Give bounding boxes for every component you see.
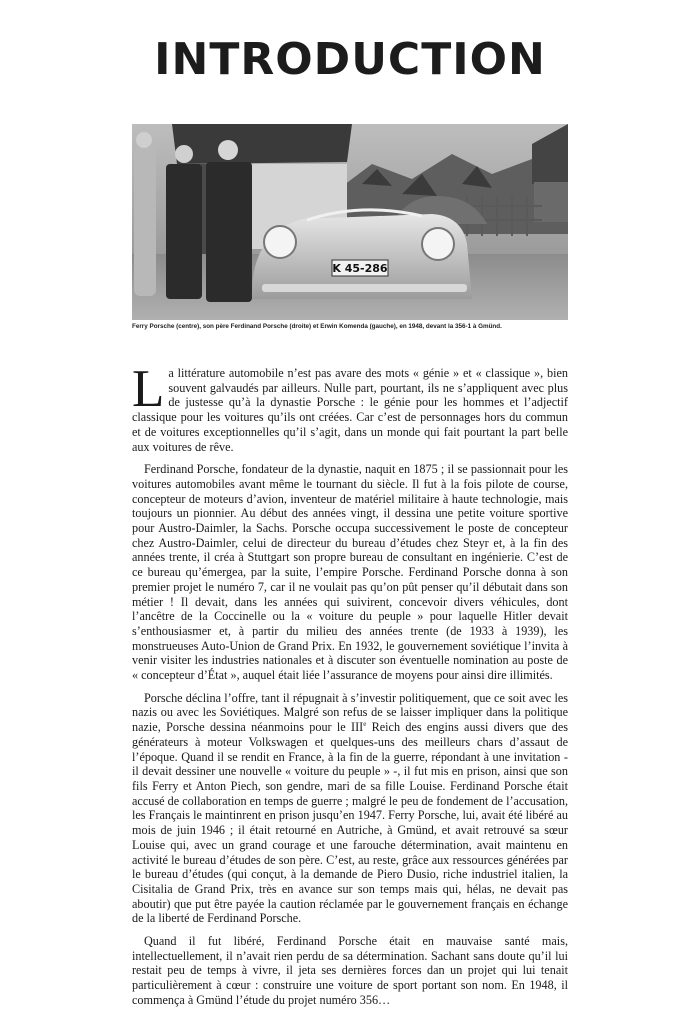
paragraph-2: Ferdinand Porsche, fondateur de la dynastie, naquit en 1875 ; il se passionnait pour les voitures automobiles avant même le tournant du siècle. Il fut à la fois pilote de course, concepteur de moteurs d’avion, inventeur de matériel militaire à haute technologie, mais toujours un pionnier. Au début des années vingt, il dessina une petite voiture sportive pour Austro-Daimler, la Sachs. Porsche occupa successivement le poste de concepteur chez Austro-Daimler, celui de directeur du bureau d’études chez Steyr et, à la fin des années trente, il créa à Stuttgart son propre bureau de consultant en ingénierie. C’est de ce bureau qu’émergea, par la suite, l’empire Porsche. Ferdinand Porsche donna à son premier projet le numéro 7, car il ne voulait pas qu’on pût penser qu’il débutait dans son métier ! Il devait, dans les années qui suivirent, concevoir divers véhicules, dont l’ancêtre de la Coccinelle ou la « voiture du peuple » pour laquelle Hitler devait s’enthousiasmer et, à partir du milieu des années trente (de 1933 à 1939), les monstrueuses Auto-Union de Grand Prix. En 1932, le gouvernement soviétique l’invita à venir visiter les industries nationales et à discuter son éventuelle nomination au poste de « concepteur d’État », auquel était liée l’assurance de moyens pour ainsi dire illimités.: [132, 462, 568, 683]
paragraph-4: Quand il fut libéré, Ferdinand Porsche était en mauvaise santé mais, intellectuellement, il n’avait rien perdu de sa détermination. Sachant sans doute qu’il lui restait peu de temps à vivre, il jeta ses dernières forces dan un projet qui lui tenait particulièrement à cœur : construire une voiture de sport portant son nom. En 1948, il commença à Gmünd l’étude du projet numéro 356…: [132, 934, 568, 1007]
historic-photo: [132, 124, 568, 320]
photo-caption: Ferry Porsche (centre), son père Ferdinand Porsche (droite) et Erwin Komenda (gauche), en 1948, devant la 356-1 à Gmünd.: [132, 323, 502, 330]
drop-cap: L: [132, 360, 165, 418]
paragraph-3: Porsche déclina l’offre, tant il répugnait à s’investir politiquement, que ce soit avec les nazis ou avec les Soviétiques. Malgré son refus de se laisser impliquer dans la politique nazie, Porsche dessina néanmoins pour le IIIe Reich des engins aussi divers que des générateurs à moteur Volkswagen et quelques-uns des meilleurs chars d’assaut de l’époque. Quand il se rendit en France, à la fin de la guerre, répondant à une invitation - il devait dessiner une nouvelle « voiture du peuple » -, il fut mis en prison, ainsi que son fils Ferry et Anton Piech, son gendre, mari de sa fille Louise. Ferdinand Porsche était accusé de collaboration en temps de guerre ; malgré le peu de fondement de l’accusation, les Français le maintinrent en prison jusqu’en 1947. Ferry Porsche, lui, avait été libéré au mois de juin 1946 ; il était retourné en Autriche, à Gmünd, et avait retrouvé sa sœur Louise qui, avec un grand courage et une farouche détermination, avait maintenu en activité le bureau d’études de son père. C’est, au reste, grâce aux ressources générées par le bureau d’études (qui conçut, à la demande de Piero Dusio, riche industriel italien, la Cisitalia de Grand Prix, très en avance sur son temps mais qui, hélas, ne devait pas aboutir) que put être payée la caution réclamée par le gouvernement français en échange de la liberté de Ferdinand Porsche.: [132, 690, 568, 926]
license-plate: K 45-286: [332, 262, 388, 275]
page-title: INTRODUCTION: [154, 34, 546, 85]
article-body: [132, 360, 568, 1016]
paragraph-1: La littérature automobile n’est pas avare des mots « génie » et « classique », bien souvent galvaudés par ailleurs. Nulle part, pourtant, ils ne s’appliquent avec plus de justesse qu’à la dynastie Porsche : le génie pour les hommes et l’adjectif classique pour les voitures qu’ils ont créées. Car c’est de personnages hors du commun et de voitures exceptionnelles qu’il s’agit, dans un monde qui fait pourtant la part belle aux voitures de rêve.: [132, 360, 568, 454]
